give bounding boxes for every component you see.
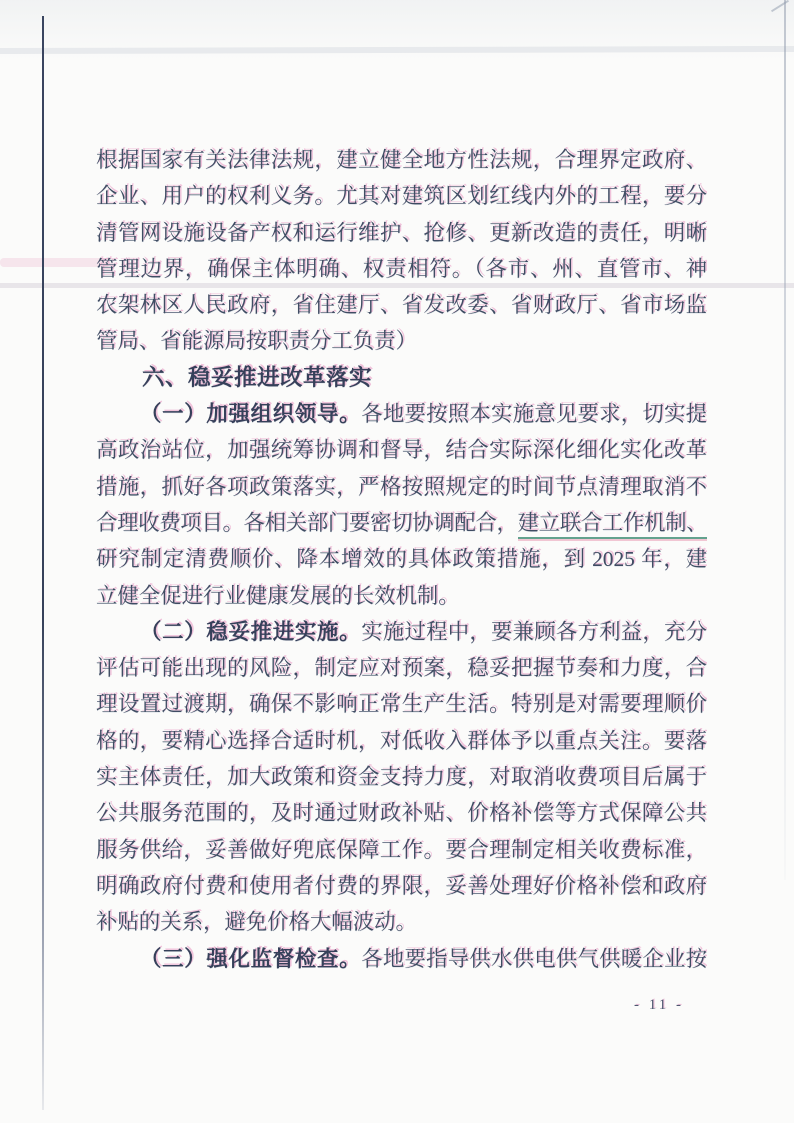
text-line [96,614,707,650]
text-segment: 补贴的关系，避免价格大幅波动。 [96,910,417,935]
text-segment: 服务供给，妥善做好兜底保障工作。要合理制定相关收费标准， [96,837,707,862]
text-line [96,178,707,214]
text-line [96,795,707,831]
document-text-block [96,142,707,977]
text-segment: 立健全促进行业健康发展的长效机制。 [96,583,460,608]
text-line [96,505,707,541]
text-segment: 农架林区人民政府，省住建厅、省发改委、省财政厅、省市场监 [96,293,707,318]
scan-left-edge-line [42,16,44,1110]
text-line [96,723,707,759]
page-number: - 11 - [634,997,684,1013]
text-segment: 评估可能出现的风险，制定应对预案，稳妥把握节奏和力度，合 [96,656,707,681]
text-line [96,759,707,795]
text-segment: 研究制定清费顺价、降本增效的具体政策措施，到 2025 年，建 [96,547,707,572]
text-line [96,832,707,868]
text-segment: 合理收费项目。各相关部门要密切协调配合， [96,510,518,535]
text-segment: 企业、用户的权利义务。尤其对建筑区划红线内外的工程，要分 [96,184,707,209]
text-segment: 各地要按照本实施意见要求，切实提 [361,402,707,427]
text-line [96,686,707,722]
text-segment: 管局、省能源局按职责分工负责） [96,329,417,354]
text-line [96,904,707,940]
section-heading [96,360,707,396]
bold-run-in-heading: （一）加强组织领导。 [140,402,362,427]
bold-run-in-heading: 六、稳妥推进改革落实 [142,364,373,390]
text-segment: 理设置过渡期，确保不影响正常生产生活。特别是对需要理顺价 [96,692,707,717]
text-line [96,469,707,505]
scan-pink-smear [0,258,110,267]
text-segment: 格的，要精心选择合适时机，对低收入群体予以重点关注。要落 [96,728,707,753]
text-line [96,323,707,359]
text-line [96,251,707,287]
text-line [96,941,707,977]
text-segment: 各地要指导供水供电供气供暖企业按 [361,946,707,971]
text-segment: 明确政府付费和使用者付费的界限，妥善处理好价格补偿和政府 [96,873,707,898]
text-segment: 根据国家有关法律法规，建立健全地方性法规，合理界定政府、 [96,148,707,172]
text-segment: 实施过程中，要兼顾各方利益，充分 [361,619,707,644]
text-line [96,868,707,904]
text-segment: 清管网设施设备产权和运行维护、抢修、更新改造的责任，明晰 [96,220,707,245]
text-segment: 措施，抓好各项政策落实，严格按照规定的时间节点清理取消不 [96,474,707,499]
bold-run-in-heading: （二）稳妥推进实施。 [140,619,362,644]
text-segment: 实主体责任，加大政策和资金支持力度，对取消收费项目后属于 [96,765,707,790]
text-line [96,650,707,686]
scan-streak-top [0,46,794,54]
text-segment: 高政治站位，加强统筹协调和督导，结合实际深化细化实化改革 [96,438,707,463]
bold-run-in-heading: （三）强化监督检查。 [140,946,362,971]
scan-right-edge-line [784,0,786,880]
text-segment: 管理边界，确保主体明确、权责相符。（各市、州、直管市、神 [96,256,707,281]
text-line [96,432,707,468]
text-line [96,142,707,178]
scan-corner-tick [771,0,789,12]
text-line [96,578,707,614]
text-line [96,396,707,432]
underlined-phrase: 建立联合工作机制、 [518,511,707,539]
text-line [96,215,707,251]
text-segment: 公共服务范围的，及时通过财政补贴、价格补偿等方式保障公共 [96,801,707,826]
text-line [96,541,707,577]
text-line [96,287,707,323]
